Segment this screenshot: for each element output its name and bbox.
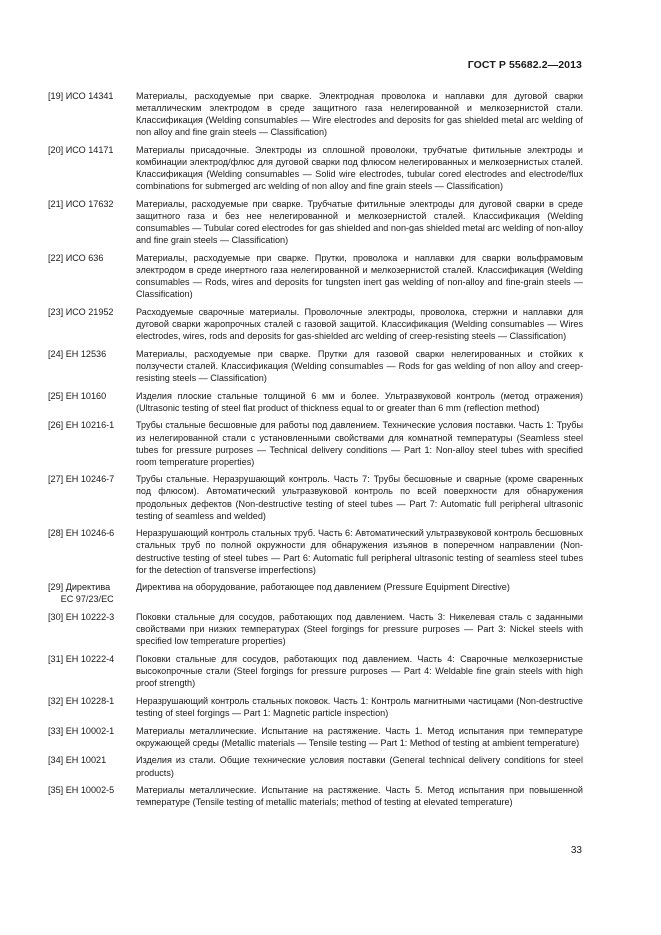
reference-number: [35] ЕН 10002-5: [48, 785, 115, 796]
reference-text: Неразрушающий контроль стальных поковок. Часть 1: Контроль магнитными частицами (Non-destructive testing of steel forgings — Part 1: Magnetic particle inspection): [136, 695, 583, 718]
reference-text: Поковки стальные для сосудов, работающих под давлением. Часть 4: Сварочные мелкозернистые высокопрочные стали (Steel forgings for pressure purposes — Part 4: Weldable fine grain steels with high proof strength): [136, 653, 583, 689]
reference-number: [32] ЕН 10228-1: [48, 695, 115, 706]
reference-number: [23] ИСО 21952: [48, 306, 114, 317]
reference-text: Трубы стальные бесшовные для работы под давлением. Технические условия поставки. Часть 1: Трубы из нелегированной стали с установленными свойствами для комнатной температуры (Seamless steel tubes for pressure purposes — Technical delivery conditions — Part 1: Non-alloy steel tubes with specified room temperature properties): [136, 420, 583, 467]
reference-text: Материалы, расходуемые при сварке. Электродная проволока и наплавки для дуговой сварки металлическим электродом в среде защитного газа нелегированной и мелкозернистой стали. Классификация (Welding consumables — Wire electrodes and deposits for gas shielded metal arc welding of non alloy and fine grain steels — Classification): [136, 91, 583, 138]
reference-number: [31] ЕН 10222-4: [48, 653, 115, 664]
reference-number: [21] ИСО 17632: [48, 198, 114, 209]
reference-text: Неразрушающий контроль стальных труб. Часть 6: Автоматический ультразвуковой контроль бесшовных стальных труб по полной окружности для обнаружения изъянов в поперечном направлении (Non-destructive testing of steel tubes — Part 6: Automatic full peripheral ultrasonic testing of seamless steel tubes for the detection of transverse imperfections): [136, 528, 583, 575]
reference-text: Изделия из стали. Общие технические условия поставки (General technical delivery conditions for steel products): [136, 755, 583, 778]
reference-item: [48, 390, 583, 414]
reference-item: [48, 144, 583, 192]
reference-number: [29] Директива ЕС 97/23/ЕС: [48, 582, 114, 605]
reference-text: Поковки стальные для сосудов, работающих под давлением. Часть 3: Никелевая сталь с заданными свойствами при низких температурах (Steel forgings for pressure purposes — Part 3: Nickel steels with specified low temperature properties): [136, 612, 583, 647]
reference-item: [48, 527, 583, 575]
reference-item: [48, 754, 583, 778]
reference-number: [28] ЕН 10246-6: [48, 528, 115, 539]
reference-item: [48, 252, 583, 300]
reference-text: Материалы присадочные. Электроды из сплошной проволоки, трубчатые фитильные электроды и комбинации электрод/флюс для дуговой сварки под флюсом нелегированных и мелкозернистых сталей. Классификация (Welding consumables — Solid wire electrodes, tubular cored electrodes and electrode/flux combinations for submerged arc welding of non alloy and fine grain steels — Classification): [136, 144, 583, 192]
reference-number: [24] ЕН 12536: [48, 348, 107, 359]
reference-number: [22] ИСО 636: [48, 252, 104, 263]
reference-item: [48, 725, 583, 749]
reference-number: [30] ЕН 10222-3: [48, 612, 115, 623]
reference-number: [19] ИСО 14341: [48, 91, 114, 101]
reference-list: [48, 90, 583, 814]
reference-text: Изделия плоские стальные толщиной 6 мм и более. Ультразвуковой контроль (метод отражения) (Ultrasonic testing of steel flat product of thickness equal to or greater than 6 mm (reflection method): [136, 390, 583, 413]
reference-text: Материалы металлические. Испытание на растяжение. Часть 1. Метод испытания при температуре окружающей среды (Metallic materials — Tensile testing — Part 1: Method of testing at ambient temperature): [136, 725, 583, 748]
reference-item: [48, 611, 583, 647]
reference-item: [48, 695, 583, 719]
reference-text: Материалы металлические. Испытание на растяжение. Часть 5. Метод испытания при повышенной температуре (Tensile testing of metallic materials; method of testing at elevated temperature): [136, 785, 583, 808]
reference-number: [27] ЕН 10246-7: [48, 474, 115, 485]
reference-text: Трубы стальные. Неразрушающий контроль. Часть 7: Трубы бесшовные и сварные (кроме сваренных под флюсом). Автоматический ультразвуковой контроль по всей поверхности для обнаружения продольных дефектов (Non-destructive testing of steel tubes — Part 7: Automatic full peripheral ultrasonic testing of seamless and welded): [136, 474, 583, 521]
document-header: ГОСТ Р 55682.2—2013: [467, 59, 582, 71]
reference-number: [20] ИСО 14171: [48, 144, 114, 155]
reference-item: [48, 784, 583, 808]
reference-text: Материалы, расходуемые при сварке. Трубчатые фитильные электроды для дуговой сварки в среде защитного газа и без нее нелегированной и мелкозернистой сталей. Классификация (Welding consumables — Tubular cored electrodes for gas shielded and non-gas shielded metal arc welding of non-alloy and fine grain steels — Classification): [136, 198, 583, 246]
reference-item: [48, 581, 583, 605]
reference-text: Директива на оборудование, работающее под давлением (Pressure Equipment Directive): [136, 582, 510, 593]
reference-item: [48, 348, 583, 384]
reference-item: [48, 473, 583, 521]
reference-item: [48, 90, 583, 138]
reference-number: [34] ЕН 10021: [48, 755, 107, 766]
reference-item: [48, 653, 583, 689]
reference-item: [48, 306, 583, 342]
reference-item: [48, 419, 583, 467]
reference-number: [26] ЕН 10216-1: [48, 420, 115, 431]
reference-text: Материалы, расходуемые при сварке. Прутки для газовой сварки нелегированных и стойких к ползучести сталей. Классификация (Welding consumables — Rods for gas welding of non alloy and creep-resisting steels — Classification): [136, 348, 583, 383]
page-number: 33: [570, 845, 582, 856]
reference-number: [25] ЕН 10160: [48, 390, 107, 401]
reference-item: [48, 198, 583, 246]
reference-number: [33] ЕН 10002-1: [48, 725, 115, 736]
reference-text: Расходуемые сварочные материалы. Проволочные электроды, проволока, стержни и наплавки для дуговой сварки жаропрочных сталей с газовой защитой. Классификация (Welding consumables — Wires electrodes, wires, rods and deposits for gas-shielded arc welding of creep-resisting steels — Classification): [136, 306, 583, 342]
reference-text: Материалы, расходуемые при сварке. Прутки, проволока и наплавки для сварки вольфрамовым электродом в среде инертного газа нелегированной и мелкозернистой сталей. Классификация (Welding consumables — Rods, wires and deposits for tungsten inert gas welding of non-alloy and fine-grain steels — Classification): [136, 252, 583, 300]
